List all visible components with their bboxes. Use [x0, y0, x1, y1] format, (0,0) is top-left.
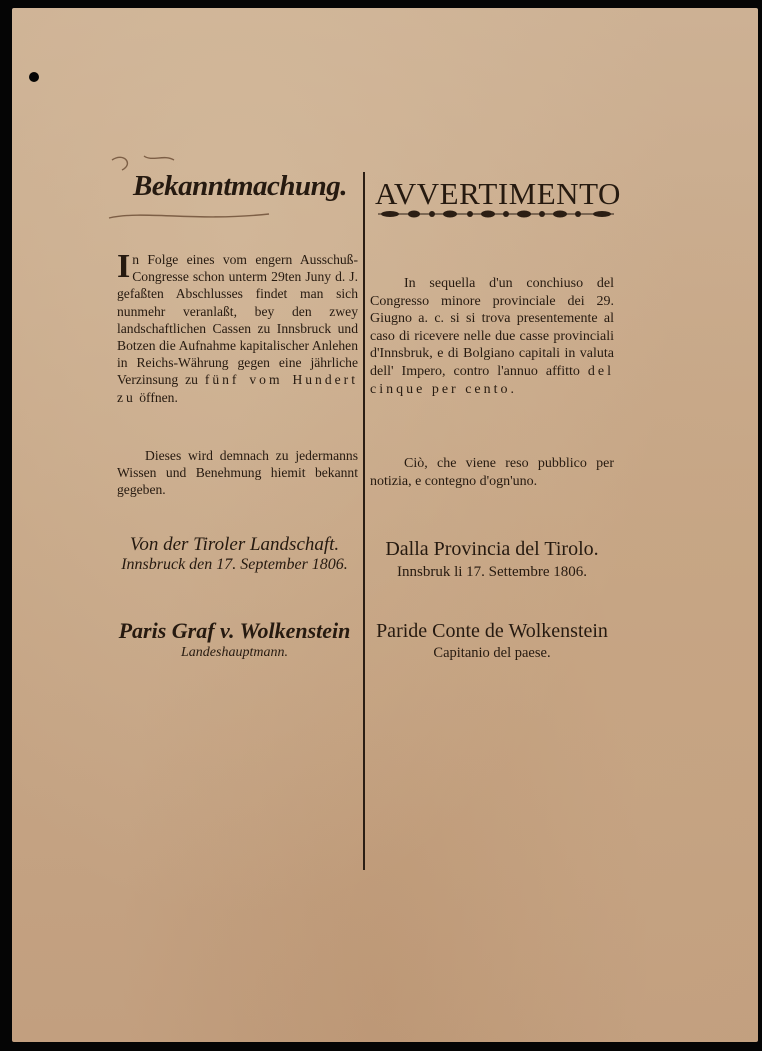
punch-hole [29, 72, 39, 82]
date-german: Innsbruck den 17. September 1806. [121, 556, 348, 573]
title-italian: AVVERTIMENTO [375, 176, 621, 211]
initial-letter: I [117, 248, 131, 285]
paragraph-german-2 [117, 447, 358, 499]
paragraph-italian-2 [370, 455, 614, 490]
paragraph-italian-1-spaced: del cinque per cento. [370, 363, 615, 397]
paragraph-german-2-text: Dieses wird demnach zu jedermanns Wissen und Benehmung hiemit bekannt gegeben. [117, 448, 358, 498]
role-german: Landeshauptmann. [181, 645, 288, 660]
date-italian: Innsbruk li 17. Settembre 1806. [397, 564, 587, 580]
signatory-italian: Paride Conte de Wolkenstein [376, 620, 608, 642]
issuer-german: Von der Tiroler Landschaft. [129, 534, 340, 555]
issuer-italian: Dalla Provincia del Tirolo. [385, 538, 599, 560]
paragraph-german-1-text: n Folge eines vom engern Ausschuß-Congresse schon unterm 29ten Juny d. J. gefaßten Abschlusses findet man sich nunmehr veranlaßt, bey den zwey landschaftlichen Cassen zu Innsbruck und Botzen die Aufnahme kapitalischer Anlehen in Reichs-Währung gegen eine jährliche Verzinsung zu [117, 252, 358, 388]
signatory-german: Paris Graf v. Wolkenstein [118, 618, 351, 643]
paragraph-italian-2-text: Ciò, che viene reso pubblico per notizia, e contegno d'ogn'uno. [370, 456, 614, 489]
paragraph-german-1-spaced: fünf vom Hundert zu [117, 372, 358, 405]
paragraph-german-1-end: öffnen. [139, 389, 178, 405]
title-ornament-rule [378, 208, 614, 220]
paragraph-italian-1-text: In sequella d'un conchiuso del Congresso minore provinciale dei 29. Giugno a. c. si si trova presentemente al caso di ricevere nelle due casse provinciali d'Innsbruk, e di Bolgiano capitali in valuta dell' Impero, contro l'annuo affitto [370, 276, 614, 379]
column-divider [363, 172, 365, 870]
paragraph-german-1 [117, 248, 358, 406]
role-italian: Capitanio del paese. [433, 645, 551, 661]
title-german: Bekanntmachung. [132, 170, 348, 202]
paragraph-italian-1 [370, 275, 614, 398]
